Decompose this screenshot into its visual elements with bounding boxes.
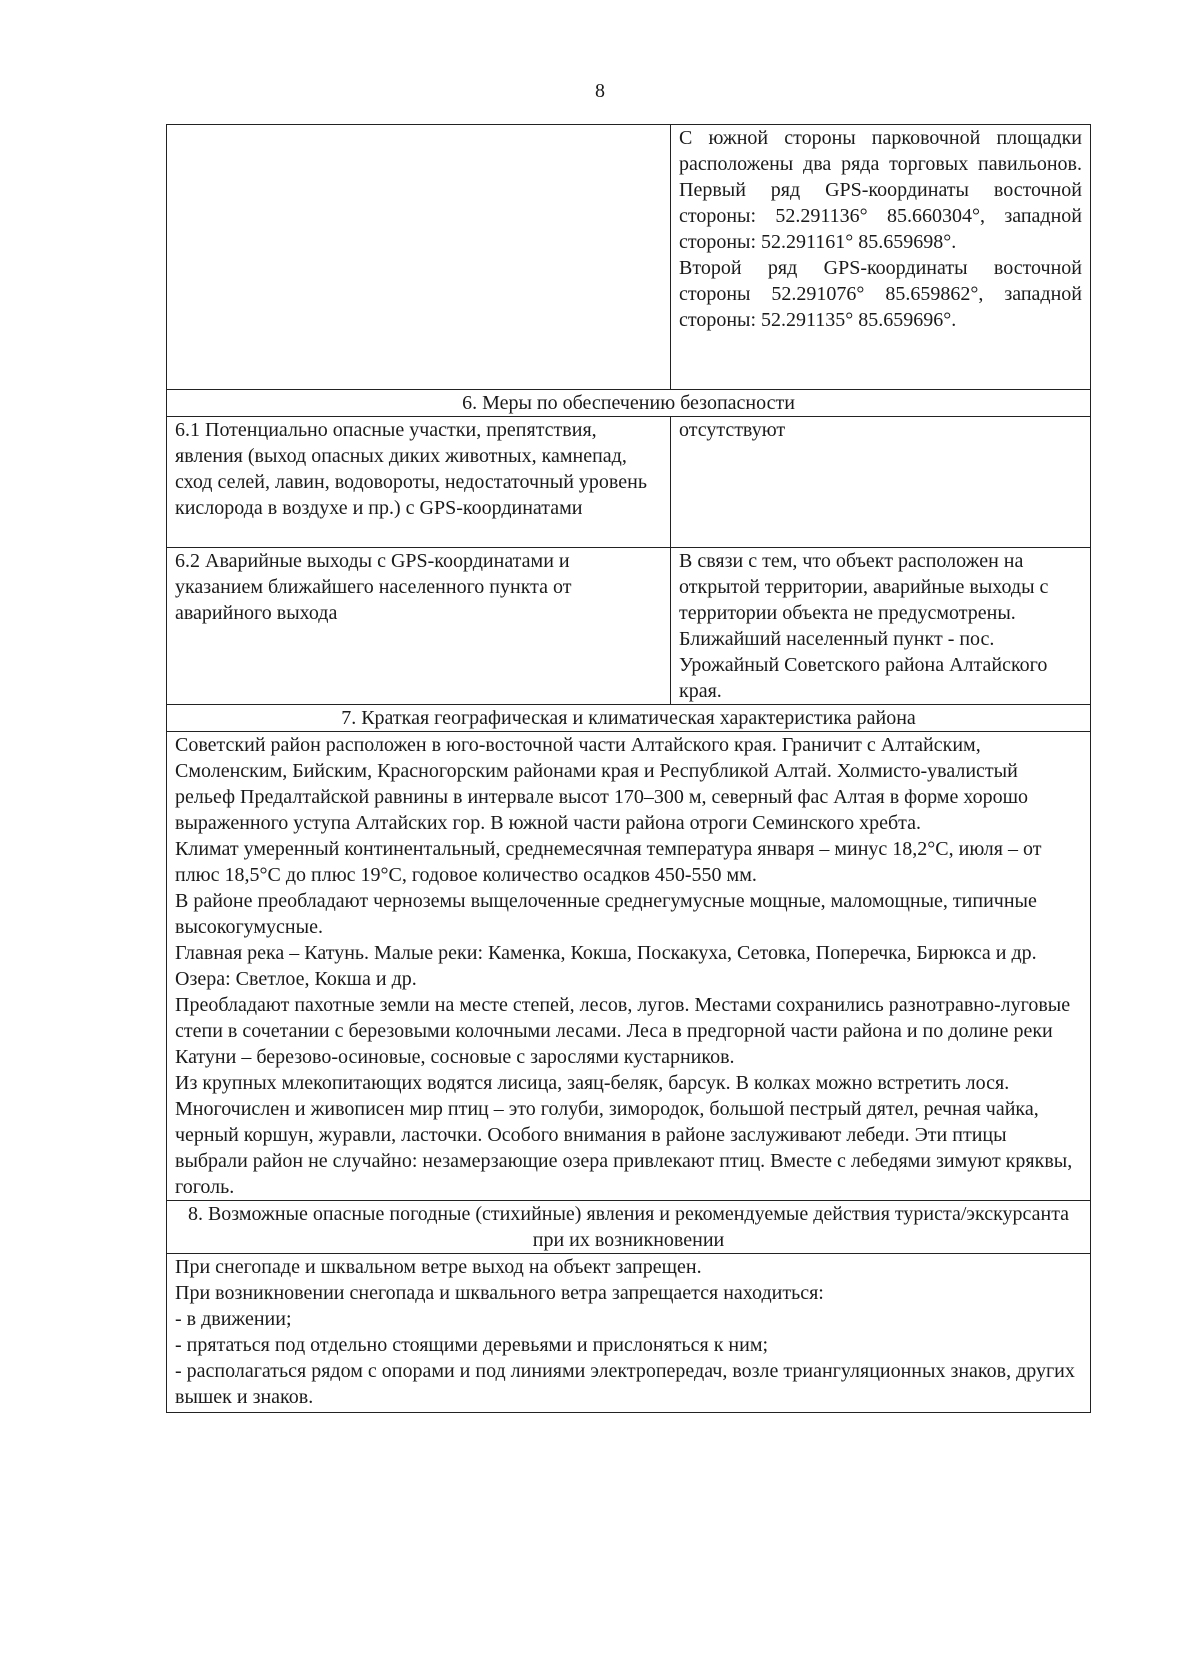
section7-paragraph-soils: В районе преобладают черноземы выщелоченные среднегумусные мощные, маломощные, типичные высокогумусные.: [175, 890, 1037, 938]
section7-paragraph-rivers: Главная река – Катунь. Малые реки: Каменка, Кокша, Поскакуха, Сетовка, Поперечка, Бирюкса и др. Озера: Светлое, Кокша и др.: [175, 942, 1037, 990]
section7-paragraph-fauna: Из крупных млекопитающих водятся лисица, заяц-беляк, барсук. В колках можно встретить лося. Многочислен и живописен мир птиц – это голуби, зимородок, большой пестрый дятел, речная чайка, черный коршун, журавли, ласточки. Особого внимания в районе заслуживают лебеди. Эти птицы выбрали район не случайно: незамерзающие озера привлекают птиц. Вместе с лебедями зимуют кряквы, гоголь.: [175, 1072, 1073, 1198]
list-item: При возникновении снегопада и шквального ветра запрещается находиться:: [175, 1282, 824, 1304]
coords-right-cell: [671, 125, 1091, 390]
table-row-6-2: [167, 548, 1091, 705]
table-row-section8-header: [167, 1201, 1091, 1254]
coords-left-cell: [167, 125, 671, 390]
item-6-1-value: отсутствуют: [671, 417, 1091, 548]
list-item: - в движении;: [175, 1308, 292, 1330]
page-number: 8: [595, 80, 605, 102]
section6-title: 6. Меры по обеспечению безопасности: [167, 390, 1091, 417]
list-item: - располагаться рядом с опорами и под линиями электропередач, возле триангуляционных знаков, других вышек и знаков.: [175, 1360, 1075, 1408]
coords-second-row-text: Второй ряд GPS-координаты восточной стороны 52.291076° 85.659862°, западной стороны: 52.291135° 85.659696°.: [679, 257, 1082, 331]
table-row-section7-header: [167, 705, 1091, 732]
section8-title: 8. Возможные опасные погодные (стихийные) явления и рекомендуемые действия туриста/экскурсанта при их возникновении: [167, 1201, 1091, 1254]
table-row-section7-body: [167, 732, 1091, 1201]
item-6-1-label: 6.1 Потенциально опасные участки, препятствия, явления (выход опасных диких животных, камнепад, сход селей, лавин, водовороты, недостаточный уровень кислорода в воздухе и пр.) с GPS-координатами: [167, 417, 671, 548]
table-row-6-1: [167, 417, 1091, 548]
section8-body: [167, 1254, 1091, 1413]
section7-paragraph-vegetation: Преобладают пахотные земли на месте степей, лесов, лугов. Местами сохранились разнотравно-луговые степи в сочетании с березовыми колочными лесами. Леса в предгорной части района и по долине реки Катуни – березово-осиновые, сосновые с зарослями кустарников.: [175, 994, 1071, 1068]
section7-paragraph-location: Советский район расположен в юго-восточной части Алтайского края. Граничит с Алтайским, Смоленским, Бийским, Красногорским районами края и Республикой Алтай. Холмисто-увалистый рельеф Предалтайской равнины в интервале высот 170–300 м, северный фас Алтая в форме хорошо выраженного уступа Алтайских гор. В южной части района отроги Семинского хребта.: [175, 734, 1028, 834]
list-item: При снегопаде и шквальном ветре выход на объект запрещен.: [175, 1256, 702, 1278]
coords-first-row-text: С южной стороны парковочной площадки расположены два ряда торговых павильонов. Первый ряд GPS-координаты восточной стороны: 52.291136° 85.660304°, западной стороны: 52.291161° 85.659698°.: [679, 127, 1082, 253]
item-6-2-label: 6.2 Аварийные выходы с GPS-координатами и указанием ближайшего населенного пункта от аварийного выхода: [167, 548, 671, 705]
section7-body: [167, 732, 1091, 1201]
table-row-section6-header: [167, 390, 1091, 417]
safety-info-table: [166, 124, 1091, 1413]
item-6-2-value: В связи с тем, что объект расположен на открытой территории, аварийные выходы с территории объекта не предусмотрены. Ближайший населенный пункт - пос. Урожайный Советского района Алтайского края.: [671, 548, 1091, 705]
table-row-section8-body: [167, 1254, 1091, 1413]
section7-paragraph-climate: Климат умеренный континентальный, среднемесячная температура января – минус 18,2°С, июля – от плюс 18,5°С до плюс 19°С, годовое количество осадков 450-550 мм.: [175, 838, 1042, 886]
list-item: - прятаться под отдельно стоящими деревьями и прислоняться к ним;: [175, 1334, 769, 1356]
table-row-coordinates: [167, 125, 1091, 390]
section7-title: 7. Краткая географическая и климатическая характеристика района: [167, 705, 1091, 732]
